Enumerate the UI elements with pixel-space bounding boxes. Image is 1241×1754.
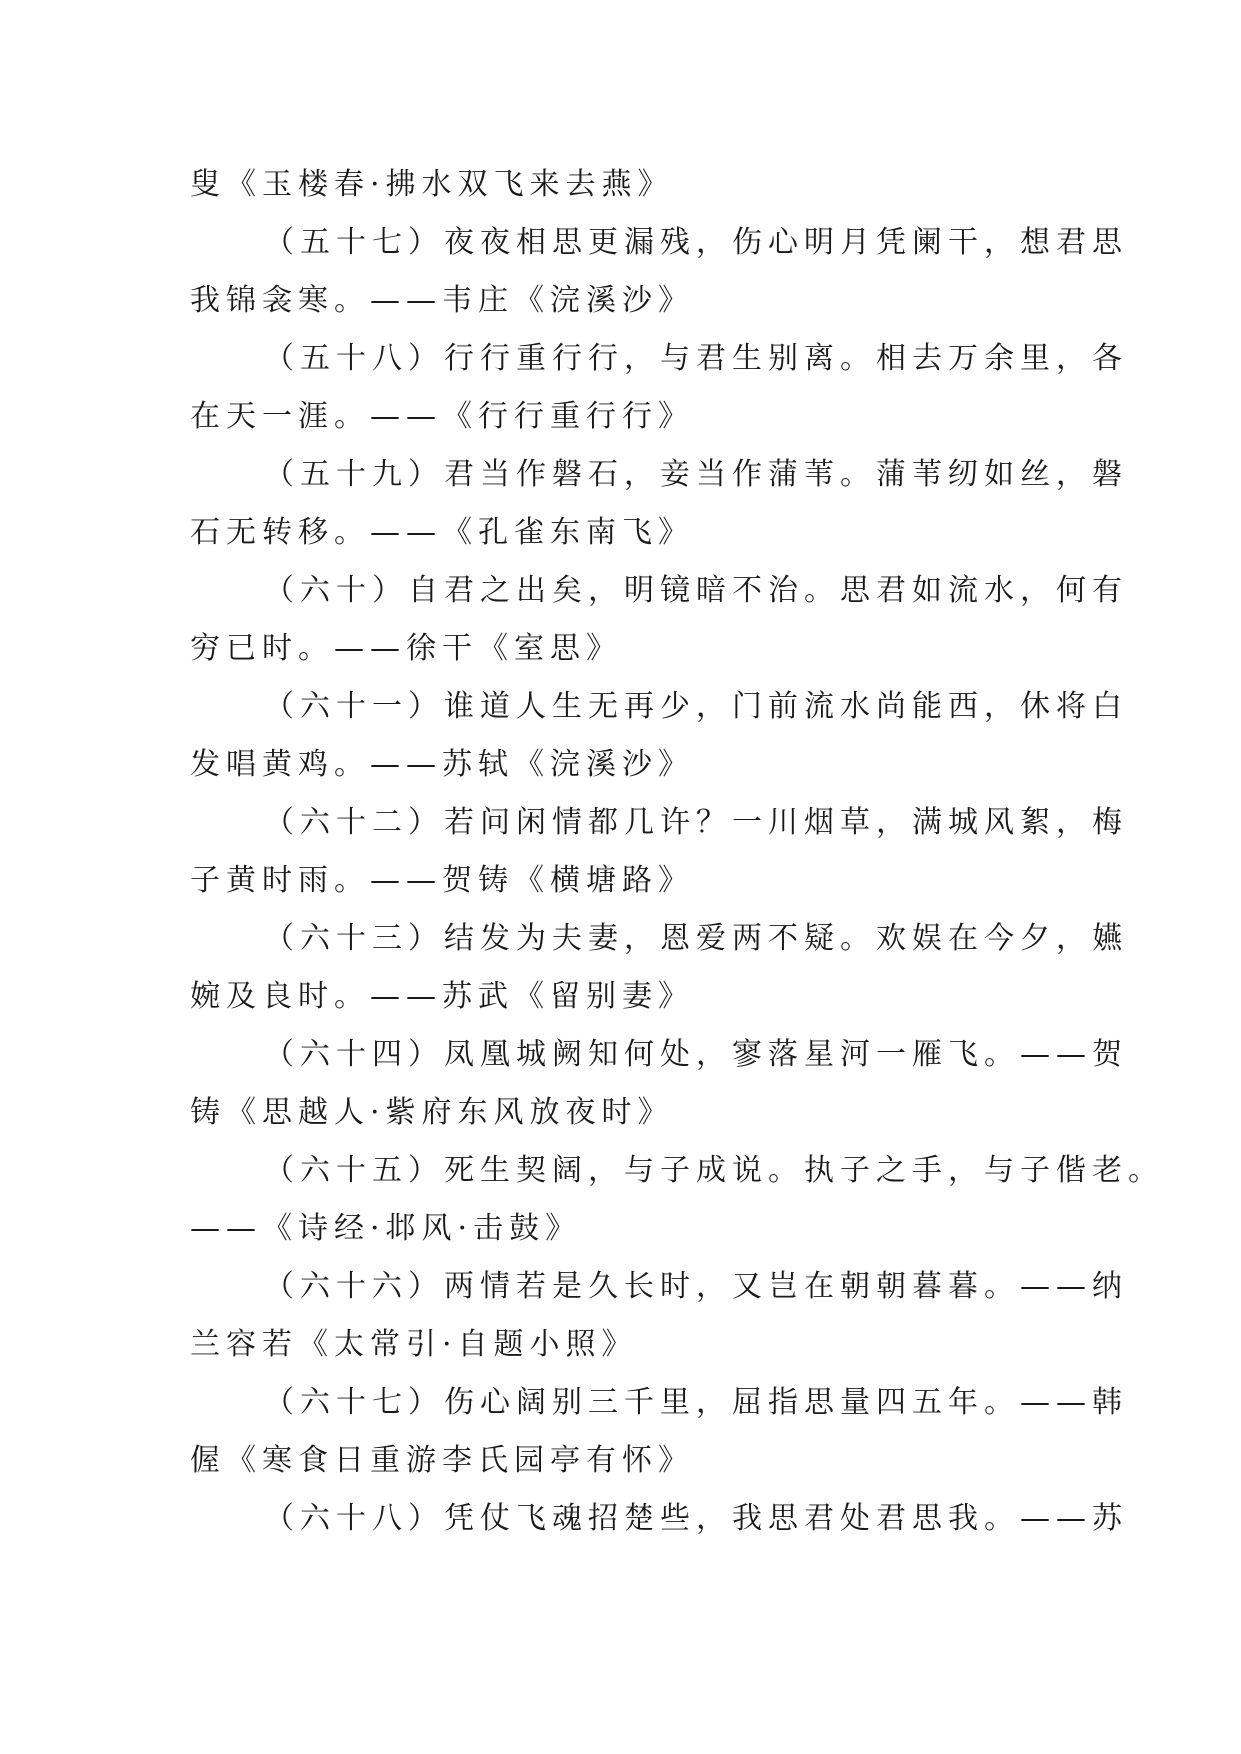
text-line: （六十）自君之出矣，明镜暗不治。思君如流水，何有	[264, 573, 1128, 608]
text-line: ——《诗经·邶风·击鼓》	[190, 1211, 582, 1246]
text-line: 铸《思越人·紫府东风放夜时》	[190, 1095, 674, 1130]
text-line: 婉及良时。——苏武《留别妻》	[190, 979, 694, 1014]
document-body	[190, 156, 1164, 1548]
text-line: 石无转移。——《孔雀东南飞》	[190, 515, 694, 550]
text-line: 我锦衾寒。——韦庄《浣溪沙》	[190, 283, 694, 318]
text-line: （六十七）伤心阔别三千里，屈指思量四五年。——韩	[264, 1385, 1128, 1420]
text-line: （六十六）两情若是久长时，又岂在朝朝暮暮。——纳	[264, 1269, 1128, 1304]
text-line: （六十八）凭仗飞魂招楚些，我思君处君思我。——苏	[264, 1501, 1128, 1536]
text-line: 子黄时雨。——贺铸《横塘路》	[190, 863, 694, 898]
text-line: （五十八）行行重行行，与君生别离。相去万余里，各	[264, 341, 1128, 376]
text-line: 偓《寒食日重游李氏园亭有怀》	[190, 1443, 694, 1478]
text-line: 穷已时。——徐干《室思》	[190, 631, 622, 666]
text-line: 兰容若《太常引·自题小照》	[190, 1327, 638, 1362]
text-line: 叟《玉楼春·拂水双飞来去燕》	[190, 167, 674, 202]
text-line: （五十九）君当作磐石，妾当作蒲苇。蒲苇纫如丝，磐	[264, 457, 1128, 492]
text-line: （六十四）凤凰城阙知何处，寥落星河一雁飞。——贺	[264, 1037, 1128, 1072]
text-line: 发唱黄鸡。——苏轼《浣溪沙》	[190, 747, 694, 782]
text-line: （六十二）若问闲情都几许？一川烟草，满城风絮，梅	[264, 805, 1128, 840]
text-line: （六十一）谁道人生无再少，门前流水尚能西，休将白	[264, 689, 1128, 724]
text-line: （六十五）死生契阔，与子成说。执子之手，与子偕老。	[264, 1153, 1164, 1188]
text-line: （五十七）夜夜相思更漏残，伤心明月凭阑干，想君思	[264, 225, 1128, 260]
text-line: （六十三）结发为夫妻，恩爱两不疑。欢娱在今夕，嬿	[264, 921, 1128, 956]
text-line: 在天一涯。——《行行重行行》	[190, 399, 694, 434]
